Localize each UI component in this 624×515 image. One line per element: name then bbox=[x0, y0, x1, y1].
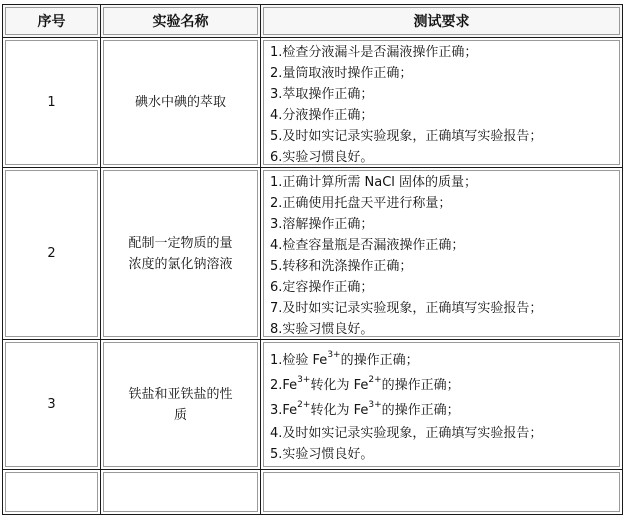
experiment-table bbox=[2, 4, 623, 515]
requirement-item: $2.Fe^{3+}$转化为 $Fe^{2+}$的操作正确； bbox=[270, 375, 460, 393]
requirements-cell bbox=[261, 470, 623, 515]
table-row-partial bbox=[3, 470, 623, 515]
experiment-name-line: 浓度的氯化钠溶液 bbox=[128, 256, 233, 272]
row-no-cell bbox=[3, 470, 101, 515]
table-header-row bbox=[3, 5, 623, 38]
header-no: 序号 bbox=[37, 14, 66, 30]
requirement-item: 5.实验习惯良好。 bbox=[270, 447, 374, 462]
requirements-cell bbox=[261, 38, 623, 168]
requirement-item: 5.及时如实记录实验现象，正确填写实验报告； bbox=[270, 129, 543, 144]
requirement-item: 8.实验习惯良好。 bbox=[270, 322, 374, 337]
experiment-name-line: 质 bbox=[173, 407, 187, 423]
requirement-item: 4.及时如实记录实验现象，正确填写实验报告； bbox=[270, 426, 543, 441]
table-row bbox=[3, 340, 623, 470]
row-no: 2 bbox=[47, 246, 56, 261]
experiment-name-line: 配制一定物质的量 bbox=[128, 235, 233, 251]
row-name-cell bbox=[101, 38, 261, 168]
header-cell-name bbox=[101, 5, 261, 38]
requirement-item: 4.分液操作正确； bbox=[270, 108, 374, 123]
header-cell-no bbox=[3, 5, 101, 38]
row-no: 3 bbox=[47, 397, 56, 412]
header-cell-requirements bbox=[261, 5, 623, 38]
row-no: 1 bbox=[47, 95, 56, 110]
row-name-cell bbox=[101, 168, 261, 340]
row-name-cell bbox=[101, 340, 261, 470]
requirement-item: 5.转移和洗涤操作正确； bbox=[270, 259, 413, 274]
requirement-item: 2.量筒取液时操作正确； bbox=[270, 66, 413, 81]
requirement-item: 6.定容操作正确； bbox=[270, 280, 374, 295]
header-requirements: 测试要求 bbox=[413, 14, 470, 30]
header-name: 实验名称 bbox=[152, 14, 209, 30]
row-no-cell bbox=[3, 38, 101, 168]
row-no-cell bbox=[3, 340, 101, 470]
requirement-item: 1.正确计算所需 NaCl 固体的质量； bbox=[270, 175, 478, 190]
requirement-item: 3.萃取操作正确； bbox=[270, 87, 374, 102]
row-no-cell bbox=[3, 168, 101, 340]
requirement-item: 2.正确使用托盘天平进行称量； bbox=[270, 196, 452, 211]
requirements-cell bbox=[261, 168, 623, 340]
requirement-item: 1.检验 $Fe^{3+}$的操作正确； bbox=[270, 350, 419, 368]
requirements-cell bbox=[261, 340, 623, 470]
requirement-item: 7.及时如实记录实验现象，正确填写实验报告； bbox=[270, 301, 543, 316]
requirement-item: 4.检查容量瓶是否漏液操作正确； bbox=[270, 238, 465, 253]
requirement-item: $3.Fe^{2+}$转化为 $Fe^{3+}$的操作正确； bbox=[270, 400, 460, 418]
requirement-item: 6.实验习惯良好。 bbox=[270, 150, 374, 165]
requirement-item: 3.溶解操作正确； bbox=[270, 217, 374, 232]
experiment-name-line: 铁盐和亚铁盐的性 bbox=[128, 386, 233, 402]
requirement-item: 1.检查分液漏斗是否漏液操作正确； bbox=[270, 45, 478, 60]
experiment-name: 碘水中碘的萃取 bbox=[134, 95, 226, 110]
row-name-cell bbox=[101, 470, 261, 515]
table-row bbox=[3, 168, 623, 340]
table-row bbox=[3, 38, 623, 168]
